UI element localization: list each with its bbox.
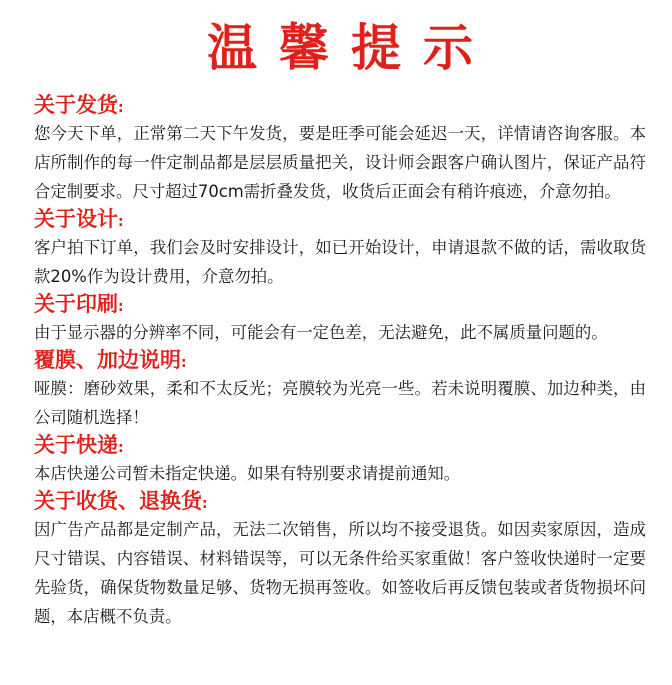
- section-heading-text: 关于发货: [34, 93, 118, 117]
- section-body: 由于显示器的分辨率不同，可能会有一定色差，无法避免，此不属质量问题的。: [34, 323, 608, 342]
- section-heading: [34, 206, 646, 233]
- section-design: [34, 206, 646, 291]
- section-heading: [34, 347, 646, 374]
- section-body: 哑膜：磨砂效果，柔和不太反光；亮膜较为光亮一些。若未说明覆膜、加边种类，由公司随机选择！: [34, 379, 646, 427]
- section-heading: [34, 291, 646, 318]
- heading-colon: :: [118, 440, 124, 456]
- section-heading-text: 关于印刷: [34, 292, 118, 316]
- heading-colon: :: [118, 214, 124, 230]
- section-lamination: [34, 347, 646, 432]
- section-body: 因广告产品都是定制产品，无法二次销售，所以均不接受退货。如因卖家原因，造成尺寸错误、内容错误、材料错误等，可以无条件给买家重做！客户签收快递时一定要先验货，确保货物数量足够、货物无损再签收。如签收后再反馈包装或者货物损坏问题，本店概不负责。: [34, 520, 646, 626]
- section-heading-text: 关于收货、退换货: [34, 489, 202, 513]
- section-shipping: [34, 92, 646, 206]
- heading-colon: :: [181, 355, 187, 371]
- section-printing: [34, 291, 646, 347]
- section-heading: [34, 432, 646, 459]
- section-returns: [34, 488, 646, 631]
- section-heading-text: 关于设计: [34, 207, 118, 231]
- section-heading-text: 关于快递: [34, 433, 118, 457]
- heading-colon: :: [118, 100, 124, 116]
- section-heading: [34, 488, 646, 515]
- heading-colon: :: [118, 299, 124, 315]
- page-title: 温馨提示: [207, 19, 495, 77]
- section-body: 您今天下单，正常第二天下午发货，要是旺季可能会延迟一天，详情请咨询客服。本店所制作的每一件定制品都是层层质量把关，设计师会跟客户确认图片，保证产品符合定制要求。尺寸超过70cm需折叠发货，收货后正面会有稍许痕迹，介意勿拍。: [34, 124, 646, 201]
- section-body: 本店快递公司暂未指定快递。如果有特别要求请提前通知。: [34, 464, 461, 483]
- section-heading: [34, 92, 646, 119]
- section-courier: [34, 432, 646, 488]
- section-heading-text: 覆膜、加边说明: [34, 348, 181, 372]
- heading-colon: :: [202, 496, 208, 512]
- section-body: 客户拍下订单，我们会及时安排设计，如已开始设计，申请退款不做的话，需收取货款20%作为设计费用，介意勿拍。: [34, 238, 646, 286]
